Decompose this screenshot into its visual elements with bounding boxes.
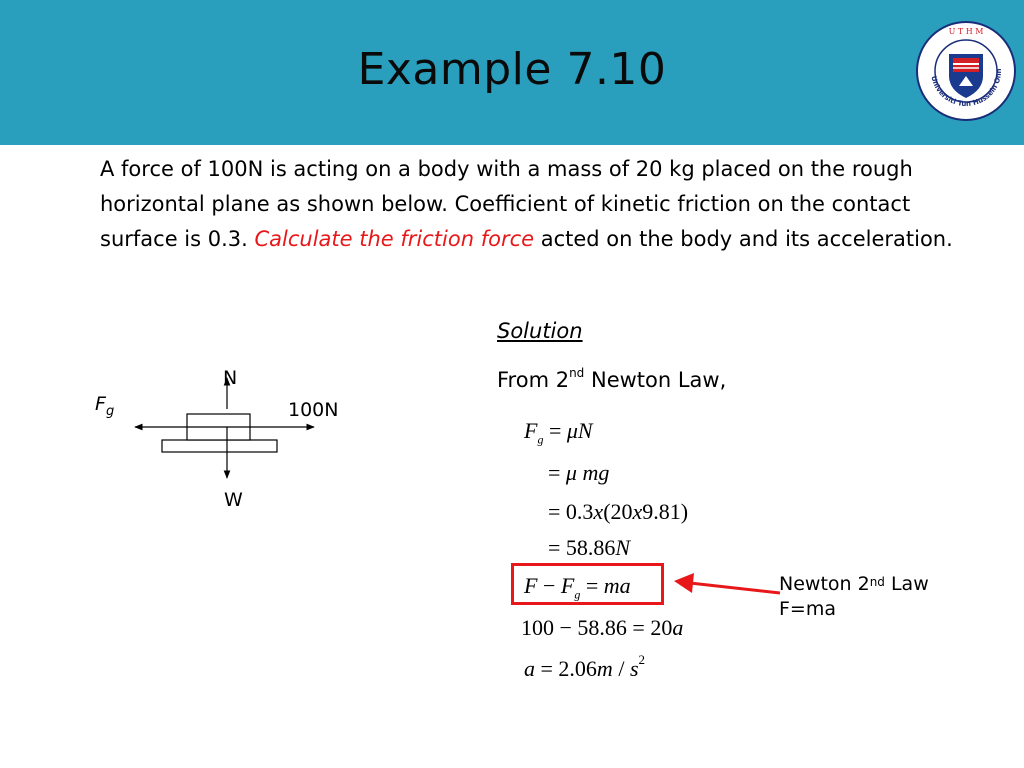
normal-label: N [223,367,238,389]
crest-letters: U T H M [948,27,984,36]
equation-1: $F_g = \mu N$ [524,418,593,447]
friction-label-sub: g [105,403,115,419]
applied-force-label: 100N [288,399,339,421]
free-body-diagram [90,365,380,525]
newton-law-prefix: From 2 [497,368,570,392]
newton-law-line [497,368,726,392]
slide-title: Example 7.10 [357,44,667,95]
crest-ring-text: Universiti Tun Hussein Onn [929,68,1004,109]
annotation-suffix: Law [884,573,929,595]
annotation-line1 [779,572,929,597]
equation-6: 100 − 58.86 = 20a [521,615,684,640]
solution-heading: Solution [497,319,583,343]
equation-5: $F - F_g$ = ma [524,573,631,602]
equation-2: = μ mg [548,460,610,485]
annotation-sup: nd [869,575,885,589]
equation-7: $a = 2.06m / s^2$ [524,652,645,681]
pointer-arrow [660,565,785,605]
friction-label [95,393,114,419]
annotation-line2: F=ma [779,598,836,620]
annotation-prefix: Newton 2 [779,573,870,595]
newton-annotation [779,572,929,622]
header-bar [0,0,1024,145]
friction-label-main: F [95,393,106,415]
problem-text-part2: acted on the body and its acceleration. [534,227,953,251]
newton-law-sup: nd [569,366,585,380]
newton-law-suffix: Newton Law, [584,368,727,392]
weight-label: W [224,489,243,511]
equation-3: = 0.3x(20x9.81) [548,499,689,524]
ground-plane [162,440,277,452]
equation-4: = 58.86N [548,535,631,560]
problem-highlight: Calculate the friction force [254,227,535,251]
problem-statement [100,152,960,257]
problem-text-part1: A force of 100N is acting on a body with a mass of 20 kg placed on the rough horizontal plane as shown below. Coefficient of kinetic friction on the contact surface is 0.3. [100,157,913,251]
uthm-crest-icon [915,20,1017,122]
